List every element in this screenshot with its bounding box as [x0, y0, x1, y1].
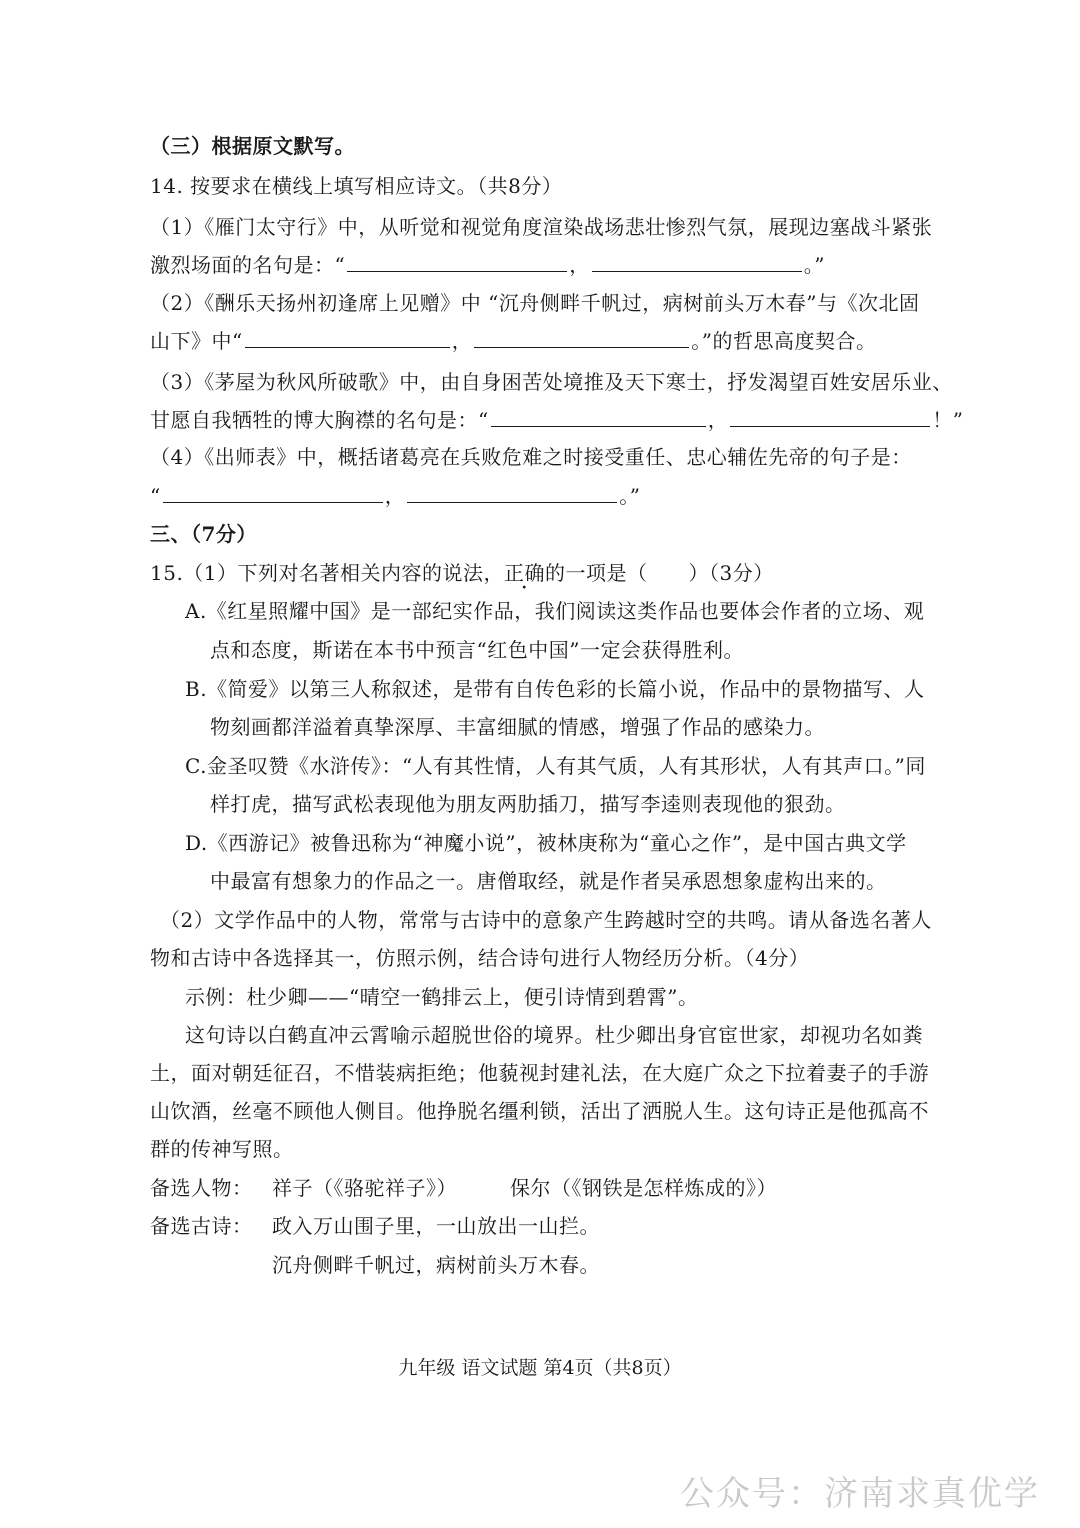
option-a-line1: A.《红星照耀中国》是一部纪实作品，我们阅读这类作品也要体会作者的立场、观: [185, 599, 925, 623]
q14-s3-line1: （3）《茅屋为秋风所破歌》中，由自身困苦处境推及天下寒士，抒发渴望百姓安居乐业、: [150, 370, 953, 394]
answer-blank[interactable]: [491, 406, 706, 427]
q14-s1-line2: [150, 251, 825, 279]
answer-blank[interactable]: [163, 482, 383, 503]
candidate-poem-2: 沉舟侧畔千帆过，病树前头万木春。: [272, 1253, 600, 1277]
q14-s4-line2: [150, 482, 640, 510]
example-analysis-line4: 群的传神写照。: [150, 1137, 294, 1161]
close-quote: 。”: [803, 253, 825, 277]
option-c-line1: C.金圣叹赞《水浒传》：“人有其性情，人有其气质，人有其形状，人有其声口。”同: [185, 754, 926, 778]
q14-s4-line1: （4）《出师表》中，概括诸葛亮在兵败危难之时接受重任、忠心辅佐先帝的句子是：: [150, 445, 912, 469]
close-quote: 。”: [619, 484, 641, 508]
q14-s3-line2: [150, 406, 963, 434]
q14-s2-prefix: 山下》中“: [150, 329, 243, 353]
open-quote: “: [150, 484, 161, 508]
q15-p1-part-a: 15.（1）下列对名著相关内容的说法，: [150, 561, 505, 585]
section-title: （三）根据原文默写。: [150, 134, 355, 158]
answer-blank[interactable]: [245, 327, 450, 348]
option-d-line1: D.《西游记》被鲁迅称为“神魔小说”，被林庚称为“童心之作”，是中国古典文学: [185, 831, 907, 855]
emphasis-dotted-word: 正确: [504, 561, 546, 585]
answer-blank[interactable]: [592, 251, 802, 272]
candidate-poems-label: 备选古诗：: [150, 1214, 253, 1238]
q15-p2-line1: （2）文学作品中的人物，常常与古诗中的意象产生跨越时空的共鸣。请从备选名著人: [160, 908, 932, 932]
comma: ，: [707, 408, 729, 432]
answer-blank[interactable]: [347, 251, 567, 272]
example-analysis-line3: 山饮酒，丝毫不顾他人侧目。他挣脱名缰利锁，活出了洒脱人生。这句诗正是他孤高不: [150, 1099, 929, 1123]
example-analysis-line2: 土，面对朝廷征召，不惜装病拒绝；他藐视封建礼法，在大庭广众之下拉着妻子的手游: [150, 1061, 929, 1085]
q14-stem: 14. 按要求在横线上填写相应诗文。（共8分）: [150, 174, 563, 198]
option-b-line2: 物刻画都洋溢着真挚深厚、丰富细腻的情感，增强了作品的感染力。: [210, 715, 825, 739]
q15-p1-part-b: 的一项是（ ）（3分）: [545, 561, 774, 585]
example-line: 示例：杜少卿——“晴空一鹤排云上，便引诗情到碧霄”。: [185, 985, 699, 1009]
candidate-people-label: 备选人物：: [150, 1176, 253, 1200]
q14-s1-line1: （1）《雁门太守行》中，从听觉和视觉角度渲染战场悲壮惨烈气氛，展现边塞战斗紧张: [150, 215, 933, 239]
answer-blank[interactable]: [730, 406, 930, 427]
option-b-line1: B.《简爱》以第三人称叙述，是带有自传色彩的长篇小说，作品中的景物描写、人: [185, 677, 925, 701]
candidate-person-1: 祥子（《骆驼祥子》）: [272, 1176, 457, 1200]
option-c-line2: 样打虎，描写武松表现他为朋友两肋插刀，描写李逵则表现他的狠劲。: [210, 792, 846, 816]
comma: ，: [384, 484, 406, 508]
section-three-title: 三、（7分）: [150, 522, 257, 546]
q14-s2-line1: （2）《酬乐天扬州初逢席上见赠》中 “沉舟侧畔千帆过，病树前头万木春”与《次北固: [150, 291, 920, 315]
comma: ，: [569, 253, 590, 277]
answer-blank[interactable]: [407, 482, 617, 503]
page-footer: 九年级 语文试题 第4页（共8页）: [398, 1357, 682, 1379]
q14-s3-prefix: 甘愿自我牺牲的博大胸襟的名句是：“: [150, 408, 489, 432]
exclaim-quote: ！”: [932, 408, 964, 432]
candidate-poem-1: 政入万山围子里，一山放出一山拦。: [272, 1214, 600, 1238]
answer-blank[interactable]: [474, 327, 689, 348]
option-d-line2: 中最富有想象力的作品之一。唐僧取经，就是作者吴承恩想象虚构出来的。: [210, 869, 887, 893]
watermark: 公众号：济南求真优学: [680, 1474, 1040, 1514]
candidate-person-2: 保尔（《钢铁是怎样炼成的》）: [510, 1176, 777, 1200]
q15-p1-stem: [150, 559, 774, 587]
example-analysis-line1: 这句诗以白鹤直冲云霄喻示超脱世俗的境界。杜少卿出身官宦世家，却视功名如粪: [185, 1023, 923, 1047]
option-a-line2: 点和态度，斯诺在本书中预言“红色中国”一定会获得胜利。: [210, 638, 744, 662]
q14-s2-line2: [150, 327, 876, 355]
q14-s1-prefix: 激烈场面的名句是：“: [150, 253, 346, 277]
comma: ，: [451, 329, 473, 353]
q14-s2-suffix: 。”的哲思高度契合。: [691, 329, 877, 353]
q15-p2-line2: 物和古诗中各选择其一，仿照示例，结合诗句进行人物经历分析。（4分）: [150, 946, 810, 970]
